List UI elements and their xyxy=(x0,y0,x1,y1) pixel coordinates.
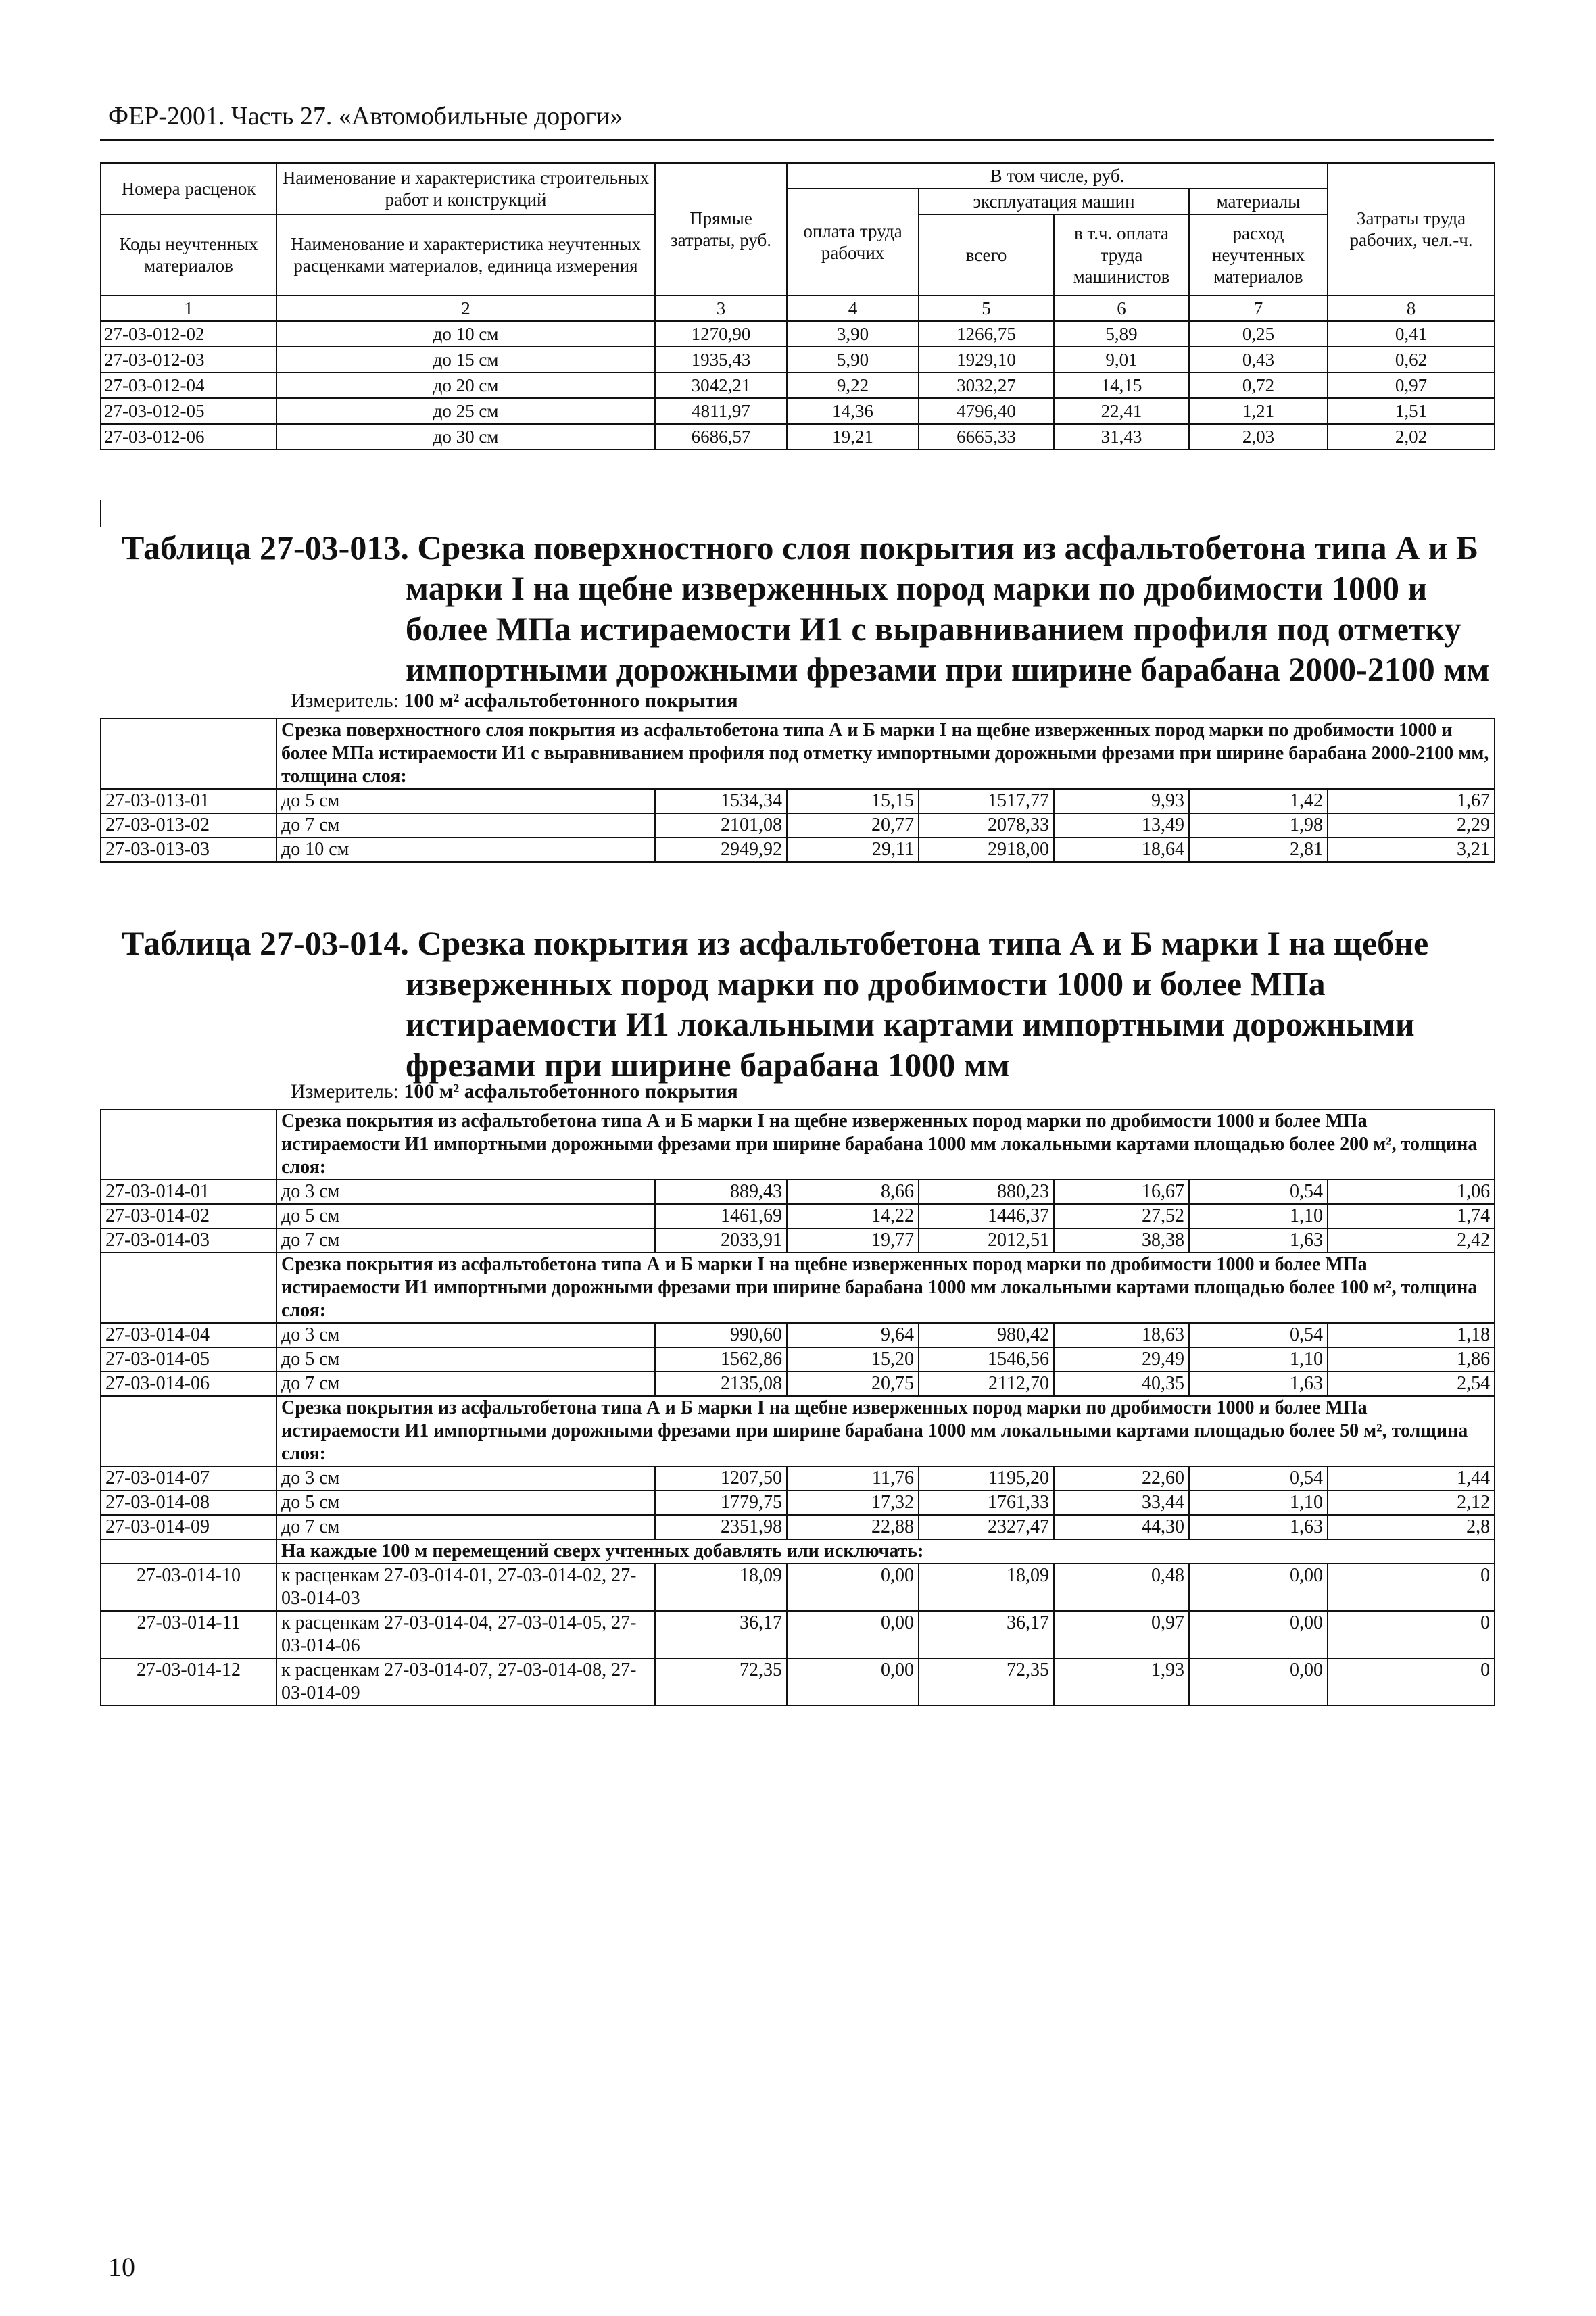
value-cell: 14,22 xyxy=(787,1204,919,1228)
value-cell: 1,42 xyxy=(1189,789,1328,813)
incl-header: В том числе, руб. xyxy=(787,163,1328,189)
column-number-cell: 8 xyxy=(1328,295,1495,321)
description-cell: до 5 см xyxy=(276,789,655,813)
header-rule xyxy=(100,139,1494,141)
table-row xyxy=(101,1611,1495,1658)
table-row xyxy=(101,1204,1495,1228)
value-cell: 1,10 xyxy=(1189,1491,1328,1515)
table-014-meter xyxy=(291,1080,738,1103)
description-cell: до 5 см xyxy=(276,1347,655,1372)
table-row xyxy=(101,789,1495,813)
value-cell: 3,90 xyxy=(787,321,919,347)
value-cell: 0,43 xyxy=(1189,347,1328,372)
col1-bottom-header: Коды неучтенных материалов xyxy=(101,214,276,295)
value-cell: 15,20 xyxy=(787,1347,919,1372)
rate-code-cell: 27-03-013-01 xyxy=(101,789,276,813)
value-cell: 44,30 xyxy=(1054,1515,1189,1539)
value-cell: 18,09 xyxy=(919,1564,1054,1611)
value-cell: 1266,75 xyxy=(919,321,1054,347)
table-row xyxy=(101,321,1495,347)
value-cell: 22,60 xyxy=(1054,1466,1189,1491)
value-cell: 9,01 xyxy=(1054,347,1189,372)
rate-code-cell: 27-03-013-02 xyxy=(101,813,276,838)
section-blank-cell xyxy=(101,719,276,789)
value-cell: 0,72 xyxy=(1189,372,1328,398)
machines-header: эксплуатация машин xyxy=(919,189,1189,214)
value-cell: 0 xyxy=(1328,1611,1495,1658)
value-cell: 0 xyxy=(1328,1658,1495,1706)
description-cell: до 5 см xyxy=(276,1204,655,1228)
value-cell: 2,81 xyxy=(1189,838,1328,862)
column-number-cell: 5 xyxy=(919,295,1054,321)
rate-code-cell: 27-03-014-04 xyxy=(101,1323,276,1347)
value-cell: 9,64 xyxy=(787,1323,919,1347)
section-title: Срезка поверхностного слоя покрытия из асфальтобетона типа А и Б марки I на щебне изверженных пород марки по дробимости 1000 и более МПа истираемости И1 с выравниванием профиля под отметку импортными дорожными фрезами при ширине барабана 2000-2100 мм, толщина слоя: xyxy=(276,719,1495,789)
value-cell: 0,54 xyxy=(1189,1466,1328,1491)
value-cell: 1,98 xyxy=(1189,813,1328,838)
table-013-title-rest: марки I на щебне изверженных пород марки по дробимости 1000 и более МПа истираемости И1 с выравниванием профиля под отметку импортными дорожными фрезами при ширине барабана 2000-2100 мм xyxy=(406,569,1490,688)
value-cell: 22,41 xyxy=(1054,398,1189,424)
value-cell: 2,8 xyxy=(1328,1515,1495,1539)
value-cell: 11,76 xyxy=(787,1466,919,1491)
value-cell: 1779,75 xyxy=(655,1491,787,1515)
description-cell: к расценкам 27-03-014-04, 27-03-014-05, 27-03-014-06 xyxy=(276,1611,655,1658)
col1-top-header: Номера расценок xyxy=(101,163,276,214)
value-cell: 6665,33 xyxy=(919,424,1054,450)
value-cell: 1562,86 xyxy=(655,1347,787,1372)
section-header-row xyxy=(101,1539,1495,1564)
section-header-row xyxy=(101,1253,1495,1323)
table-014-title xyxy=(122,923,1494,1085)
value-cell: 1,74 xyxy=(1328,1204,1495,1228)
section-blank-cell xyxy=(101,1253,276,1323)
page-header-title: ФЕР-2001. Часть 27. «Автомобильные дороги» xyxy=(108,102,623,130)
col3-header: Прямые затраты, руб. xyxy=(655,163,787,295)
section-title: Срезка покрытия из асфальтобетона типа А и Б марки I на щебне изверженных пород марки по дробимости 1000 и более МПа истираемости И1 импортными дорожными фрезами при ширине барабана 1000 мм локальными картами площадью более 200 м², толщина слоя: xyxy=(276,1109,1495,1180)
value-cell: 4811,97 xyxy=(655,398,787,424)
description-cell: до 7 см xyxy=(276,813,655,838)
value-cell: 2327,47 xyxy=(919,1515,1054,1539)
table-row xyxy=(101,424,1495,450)
section-blank-cell xyxy=(101,1109,276,1180)
value-cell: 889,43 xyxy=(655,1180,787,1204)
column-number-cell: 3 xyxy=(655,295,787,321)
rate-code-cell: 27-03-014-01 xyxy=(101,1180,276,1204)
value-cell: 0,00 xyxy=(787,1611,919,1658)
value-cell: 0,48 xyxy=(1054,1564,1189,1611)
value-cell: 0,54 xyxy=(1189,1180,1328,1204)
value-cell: 0,97 xyxy=(1054,1611,1189,1658)
column-number-cell: 7 xyxy=(1189,295,1328,321)
meter-value: 100 м² асфальтобетонного покрытия xyxy=(404,690,738,712)
rate-code-cell: 27-03-014-06 xyxy=(101,1372,276,1396)
value-cell: 22,88 xyxy=(787,1515,919,1539)
table-014 xyxy=(100,1109,1495,1706)
table-row xyxy=(101,1491,1495,1515)
value-cell: 29,49 xyxy=(1054,1347,1189,1372)
table-row xyxy=(101,1466,1495,1491)
section-title: Срезка покрытия из асфальтобетона типа А и Б марки I на щебне изверженных пород марки по дробимости 1000 и более МПа истираемости И1 импортными дорожными фрезами при ширине барабана 1000 мм локальными картами площадью более 50 м², толщина слоя: xyxy=(276,1396,1495,1466)
rate-code-cell: 27-03-014-12 xyxy=(101,1658,276,1706)
meter-label: Измеритель: xyxy=(291,690,399,712)
description-cell: до 3 см xyxy=(276,1180,655,1204)
table-014-title-first: Срезка покрытия из асфальтобетона типа А и Б марки I на щебне xyxy=(417,924,1429,962)
table-row xyxy=(101,1658,1495,1706)
value-cell: 9,22 xyxy=(787,372,919,398)
value-cell: 990,60 xyxy=(655,1323,787,1347)
value-cell: 8,66 xyxy=(787,1180,919,1204)
table-014-id: Таблица 27-03-014. xyxy=(122,924,409,962)
value-cell: 0 xyxy=(1328,1564,1495,1611)
value-cell: 33,44 xyxy=(1054,1491,1189,1515)
value-cell: 2,54 xyxy=(1328,1372,1495,1396)
description-cell: к расценкам 27-03-014-01, 27-03-014-02, 27-03-014-03 xyxy=(276,1564,655,1611)
table-row xyxy=(101,838,1495,862)
value-cell: 0,00 xyxy=(1189,1658,1328,1706)
column-number-cell: 2 xyxy=(276,295,655,321)
value-cell: 36,17 xyxy=(655,1611,787,1658)
value-cell: 1207,50 xyxy=(655,1466,787,1491)
description-cell: до 3 см xyxy=(276,1466,655,1491)
description-cell: до 7 см xyxy=(276,1515,655,1539)
value-cell: 1,93 xyxy=(1054,1658,1189,1706)
description-cell: до 25 см xyxy=(276,398,655,424)
table-row xyxy=(101,1323,1495,1347)
value-cell: 4796,40 xyxy=(919,398,1054,424)
value-cell: 2078,33 xyxy=(919,813,1054,838)
value-cell: 0,00 xyxy=(1189,1564,1328,1611)
col4-header: оплата труда рабочих xyxy=(787,189,919,295)
value-cell: 20,75 xyxy=(787,1372,919,1396)
rate-code-cell: 27-03-012-04 xyxy=(101,372,276,398)
value-cell: 3032,27 xyxy=(919,372,1054,398)
value-cell: 36,17 xyxy=(919,1611,1054,1658)
description-cell: к расценкам 27-03-014-07, 27-03-014-08, 27-03-014-09 xyxy=(276,1658,655,1706)
value-cell: 1,63 xyxy=(1189,1228,1328,1253)
rate-code-cell: 27-03-012-05 xyxy=(101,398,276,424)
value-cell: 5,89 xyxy=(1054,321,1189,347)
column-number-cell: 4 xyxy=(787,295,919,321)
table-row xyxy=(101,1564,1495,1611)
rate-code-cell: 27-03-014-08 xyxy=(101,1491,276,1515)
col2-bottom-header: Наименование и характеристика неучтенных расценками материалов, единица измерения xyxy=(276,214,655,295)
value-cell: 0,97 xyxy=(1328,372,1495,398)
rate-code-cell: 27-03-014-11 xyxy=(101,1611,276,1658)
value-cell: 15,15 xyxy=(787,789,919,813)
meter-value: 100 м² асфальтобетонного покрытия xyxy=(404,1080,738,1103)
value-cell: 2,02 xyxy=(1328,424,1495,450)
table-013-id: Таблица 27-03-013. xyxy=(122,529,409,566)
value-cell: 0,41 xyxy=(1328,321,1495,347)
value-cell: 1,44 xyxy=(1328,1466,1495,1491)
description-cell: до 10 см xyxy=(276,321,655,347)
value-cell: 2351,98 xyxy=(655,1515,787,1539)
description-cell: до 10 см xyxy=(276,838,655,862)
value-cell: 1,63 xyxy=(1189,1515,1328,1539)
col2-top-header: Наименование и характеристика строительных работ и конструкций xyxy=(276,163,655,214)
meter-label: Измеритель: xyxy=(291,1080,399,1103)
value-cell: 2112,70 xyxy=(919,1372,1054,1396)
value-cell: 2135,08 xyxy=(655,1372,787,1396)
rate-code-cell: 27-03-012-06 xyxy=(101,424,276,450)
value-cell: 1,63 xyxy=(1189,1372,1328,1396)
table-gap-line xyxy=(100,500,101,527)
value-cell: 72,35 xyxy=(655,1658,787,1706)
page-number: 10 xyxy=(108,2252,135,2282)
value-cell: 14,36 xyxy=(787,398,919,424)
table-row xyxy=(101,1228,1495,1253)
value-cell: 2918,00 xyxy=(919,838,1054,862)
table-013-title-first: Срезка поверхностного слоя покрытия из асфальтобетона типа А и Б xyxy=(417,529,1479,566)
rate-code-cell: 27-03-012-02 xyxy=(101,321,276,347)
description-cell: до 15 см xyxy=(276,347,655,372)
rate-code-cell: 27-03-014-03 xyxy=(101,1228,276,1253)
value-cell: 1,06 xyxy=(1328,1180,1495,1204)
value-cell: 19,77 xyxy=(787,1228,919,1253)
value-cell: 14,15 xyxy=(1054,372,1189,398)
section-header-row xyxy=(101,1396,1495,1466)
value-cell: 1446,37 xyxy=(919,1204,1054,1228)
table-012-header xyxy=(100,162,1495,450)
table-row xyxy=(101,347,1495,372)
value-cell: 1,21 xyxy=(1189,398,1328,424)
table-013-meter xyxy=(291,690,738,713)
value-cell: 2033,91 xyxy=(655,1228,787,1253)
value-cell: 2,42 xyxy=(1328,1228,1495,1253)
col8-header: Затраты труда рабочих, чел.-ч. xyxy=(1328,163,1495,295)
table-row xyxy=(101,372,1495,398)
description-cell: до 7 см xyxy=(276,1372,655,1396)
table-row xyxy=(101,1515,1495,1539)
value-cell: 29,11 xyxy=(787,838,919,862)
value-cell: 880,23 xyxy=(919,1180,1054,1204)
table-row xyxy=(101,1347,1495,1372)
value-cell: 2101,08 xyxy=(655,813,787,838)
value-cell: 2949,92 xyxy=(655,838,787,862)
section-title: Срезка покрытия из асфальтобетона типа А и Б марки I на щебне изверженных пород марки по дробимости 1000 и более МПа истираемости И1 импортными дорожными фрезами при ширине барабана 1000 мм локальными картами площадью более 100 м², толщина слоя: xyxy=(276,1253,1495,1323)
value-cell: 9,93 xyxy=(1054,789,1189,813)
value-cell: 0,62 xyxy=(1328,347,1495,372)
column-number-cell: 6 xyxy=(1054,295,1189,321)
value-cell: 72,35 xyxy=(919,1658,1054,1706)
value-cell: 5,90 xyxy=(787,347,919,372)
value-cell: 1270,90 xyxy=(655,321,787,347)
value-cell: 31,43 xyxy=(1054,424,1189,450)
value-cell: 1761,33 xyxy=(919,1491,1054,1515)
value-cell: 20,77 xyxy=(787,813,919,838)
description-cell: до 30 см xyxy=(276,424,655,450)
materials-header: материалы xyxy=(1189,189,1328,214)
section-header-row xyxy=(101,1109,1495,1180)
value-cell: 13,49 xyxy=(1054,813,1189,838)
section-blank-cell xyxy=(101,1396,276,1466)
rate-code-cell: 27-03-014-07 xyxy=(101,1466,276,1491)
column-number-cell: 1 xyxy=(101,295,276,321)
description-cell: до 5 см xyxy=(276,1491,655,1515)
value-cell: 1534,34 xyxy=(655,789,787,813)
value-cell: 0,00 xyxy=(787,1564,919,1611)
rate-code-cell: 27-03-014-10 xyxy=(101,1564,276,1611)
value-cell: 17,32 xyxy=(787,1491,919,1515)
value-cell: 1,51 xyxy=(1328,398,1495,424)
value-cell: 38,38 xyxy=(1054,1228,1189,1253)
value-cell: 2012,51 xyxy=(919,1228,1054,1253)
value-cell: 27,52 xyxy=(1054,1204,1189,1228)
table-013 xyxy=(100,718,1495,863)
value-cell: 1461,69 xyxy=(655,1204,787,1228)
value-cell: 2,29 xyxy=(1328,813,1495,838)
value-cell: 1,10 xyxy=(1189,1347,1328,1372)
value-cell: 1546,56 xyxy=(919,1347,1054,1372)
rate-code-cell: 27-03-013-03 xyxy=(101,838,276,862)
table-row xyxy=(101,1372,1495,1396)
section-title: На каждые 100 м перемещений сверх учтенных добавлять или исключать: xyxy=(276,1539,1495,1564)
value-cell: 1517,77 xyxy=(919,789,1054,813)
description-cell: до 3 см xyxy=(276,1323,655,1347)
value-cell: 18,64 xyxy=(1054,838,1189,862)
rate-code-cell: 27-03-014-02 xyxy=(101,1204,276,1228)
description-cell: до 20 см xyxy=(276,372,655,398)
value-cell: 0,54 xyxy=(1189,1323,1328,1347)
value-cell: 1195,20 xyxy=(919,1466,1054,1491)
col7-header: расход неучтенных материалов xyxy=(1189,214,1328,295)
value-cell: 2,12 xyxy=(1328,1491,1495,1515)
value-cell: 0,00 xyxy=(787,1658,919,1706)
value-cell: 40,35 xyxy=(1054,1372,1189,1396)
description-cell: до 7 см xyxy=(276,1228,655,1253)
value-cell: 16,67 xyxy=(1054,1180,1189,1204)
value-cell: 3042,21 xyxy=(655,372,787,398)
table-013-title xyxy=(122,527,1494,690)
value-cell: 1,67 xyxy=(1328,789,1495,813)
value-cell: 1929,10 xyxy=(919,347,1054,372)
value-cell: 0,00 xyxy=(1189,1611,1328,1658)
value-cell: 6686,57 xyxy=(655,424,787,450)
value-cell: 2,03 xyxy=(1189,424,1328,450)
value-cell: 1,10 xyxy=(1189,1204,1328,1228)
value-cell: 18,09 xyxy=(655,1564,787,1611)
col5-header: всего xyxy=(919,214,1054,295)
table-row xyxy=(101,813,1495,838)
table-014-title-rest: изверженных пород марки по дробимости 1000 и более МПа истираемости И1 локальными картами импортными дорожными фрезами при ширине барабана 1000 мм xyxy=(406,965,1415,1084)
col6-header: в т.ч. оплата труда машинистов xyxy=(1054,214,1189,295)
value-cell: 1935,43 xyxy=(655,347,787,372)
rate-code-cell: 27-03-012-03 xyxy=(101,347,276,372)
table-row xyxy=(101,398,1495,424)
value-cell: 3,21 xyxy=(1328,838,1495,862)
value-cell: 1,86 xyxy=(1328,1347,1495,1372)
value-cell: 18,63 xyxy=(1054,1323,1189,1347)
value-cell: 19,21 xyxy=(787,424,919,450)
table-row xyxy=(101,1180,1495,1204)
value-cell: 0,25 xyxy=(1189,321,1328,347)
rate-code-cell: 27-03-014-09 xyxy=(101,1515,276,1539)
section-blank-cell xyxy=(101,1539,276,1564)
rate-code-cell: 27-03-014-05 xyxy=(101,1347,276,1372)
value-cell: 980,42 xyxy=(919,1323,1054,1347)
value-cell: 1,18 xyxy=(1328,1323,1495,1347)
section-header-row xyxy=(101,719,1495,789)
